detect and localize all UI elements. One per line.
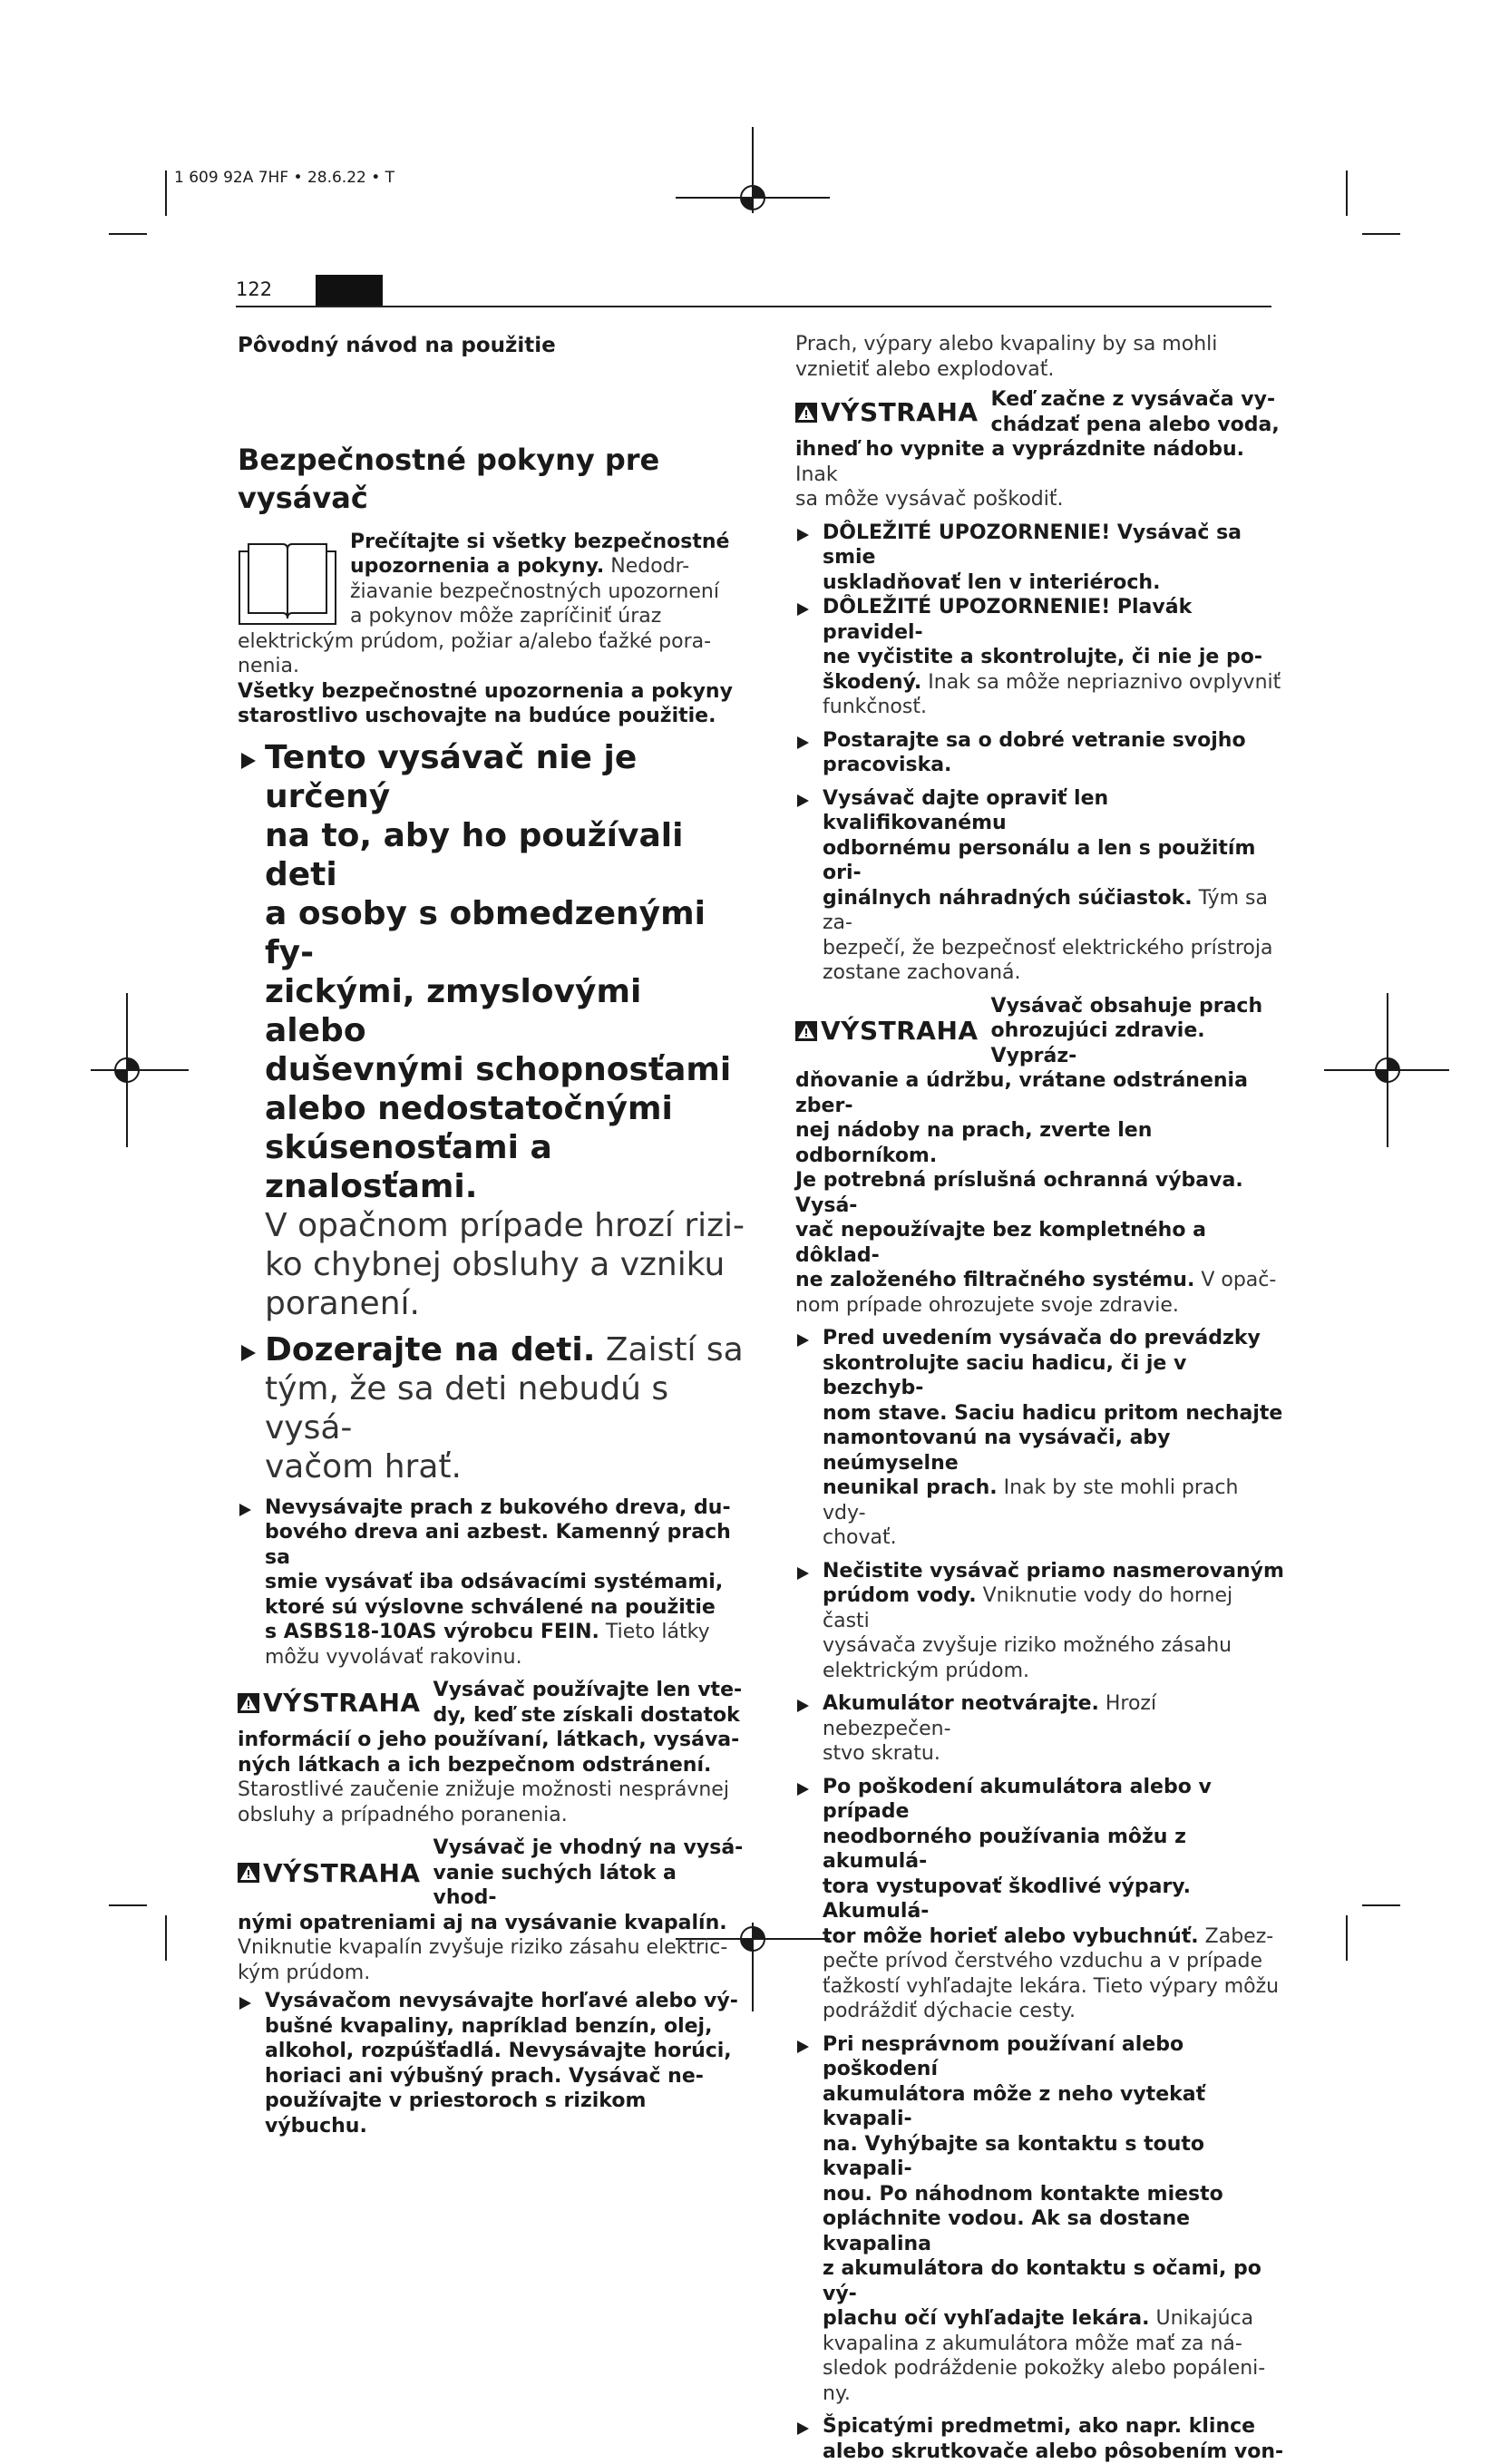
- text-line: dňovanie a údržbu, vrátane odstránenia zber-: [795, 1068, 1285, 1118]
- text-line: ných látkach a ich bezpečnom odstránení.: [238, 1753, 745, 1778]
- warning-triangle-icon: [795, 1021, 817, 1041]
- text-line: tora vystupovať škodlivé výpary. Akumulá-: [823, 1875, 1285, 1924]
- text-line: ny.: [823, 2381, 1285, 2407]
- text-line: nou. Po náhodnom kontakte miesto: [823, 2182, 1285, 2207]
- supervise-children: Dozerajte na deti. Zaistí sa tým, že sa deti nebudú s vysá- vačom hrať.: [238, 1330, 745, 1486]
- text-line: vznietiť alebo explodovať.: [795, 357, 1285, 383]
- warning-label: VÝSTRAHA: [238, 1836, 421, 1911]
- repair-note: Vysávač dajte opraviť len kvalifikovanému odbornému personálu a len s použitím ori- ginálnych náhradných súčiastok. Tým sa za- bezpečí, že bezpečnosť elektrického prístroja zostane zachovaná.: [795, 786, 1285, 986]
- text-line: Vnikn​utie kvapalín zvyšuje riziko zásahu elektric-: [238, 1935, 745, 1961]
- text-line: obsluhy a prípadného poranenia.: [238, 1803, 745, 1828]
- hose-check-note: Pred uvedením vysávača do prevádzky skontrolujte saciu hadicu, či je v bezchyb- nom stave. Saciu hadicu pritom nechajte namontovanú na vysávači, aby neúmyselne neunikal prach. Inak by ste mohli prach vdy- chovať.: [795, 1326, 1285, 1551]
- ventilation-note: [795, 728, 1285, 778]
- text-line: zickými, zmyslovými alebo: [265, 972, 745, 1050]
- children-warning: [238, 738, 745, 1323]
- text-line: vač nepoužívajte bez kompletného a dôklad-: [795, 1218, 1285, 1268]
- doc-title: Pôvodný návod na použitie: [238, 334, 745, 359]
- text-line: pečte prívod čerstvého vzduchu a v prípade: [823, 1949, 1285, 1974]
- text-line: Starostlivé zaučenie znižuje možnosti nesprávnej: [238, 1777, 745, 1803]
- text-line: vysávača zvyšuje riziko možného zásahu: [823, 1633, 1285, 1659]
- text-line: nej nádoby na prach, zverte len odborníkom.: [795, 1118, 1285, 1168]
- text-line: duševnými schopnosťami: [265, 1050, 745, 1089]
- text-line: odbornému personálu a len s použitím ori-: [823, 836, 1285, 886]
- text-line: poranení.: [265, 1284, 745, 1323]
- text-line: bušné kvapaliny, napríklad benzín, olej,: [265, 2014, 745, 2040]
- text-line: nom stave. Saciu hadicu pritom nechajte: [823, 1401, 1285, 1427]
- text-line: zostane zachovaná.: [823, 960, 1285, 986]
- print-meta: 1 609 92A 7HF • 28.6.22 • T: [174, 169, 394, 187]
- registration-mark-right-icon: [1324, 989, 1451, 1152]
- warning-block-4: VÝSTRAHA Vysávač obsahuje prach ohrozujúci zdravie. Vypráz- dňovanie a údržbu, vrátane odstránenia zber- nej nádoby na prach, zverte len odborníkom. Je potrebná príslušná ochranná výbava. Vysá- vač nepoužívajte bez kompletného a dôklad- ne založeného filtračného systému. V opač- nom prípade ohrozujete svoje zdravie.: [795, 994, 1285, 1319]
- warning-triangle-icon: [238, 1863, 259, 1883]
- warning-block-2: VÝSTRAHA Vysávač je vhodný na vysá- vanie suchých látok a vhod- nými opatreniami aj na vysávanie kvapalín. Vnikn​utie kvapalín zvyšuje riziko zásahu elektric- kým prúdom.: [238, 1836, 745, 1985]
- indoor-storage-note: [795, 521, 1285, 596]
- battery-open-note: Akumulátor neotvárajte. Hrozí nebezpečen- stvo skratu.: [795, 1691, 1285, 1767]
- text-line: podráždiť dýchacie cesty.: [823, 1999, 1285, 2024]
- text-line: elektrickým prúdom.: [823, 1659, 1285, 1684]
- text-line: namontovanú na vysávači, aby neúmyselne: [823, 1426, 1285, 1475]
- text-line: Špicatými predmetmi, ako napr. klince: [823, 2414, 1285, 2440]
- text-line: horiaci ani výbušný prach. Vysávač ne-: [265, 2064, 745, 2089]
- text-line: alebo nedostatočnými: [265, 1089, 745, 1128]
- text-line: Nevysávajte prach z bukového dreva, du-: [265, 1495, 745, 1521]
- flammable-warning: [238, 1989, 745, 2138]
- left-column: [238, 334, 745, 2138]
- battery-fumes-note: Po poškodení akumulátora alebo v prípade neodborného používania môžu z akumulá- tora vystupovať škodlivé výpary. Akumulá- tor môže horieť alebo vybuchnúť. Zabez- pečte prívod čerstvého vzduchu a v prípade ťažkostí vyhľadajte lekára. Tieto výpary môžu podráždiť dýchacie cesty.: [795, 1775, 1285, 2024]
- text-line: Je potrebná príslušná ochranná výbava. Vysá-: [795, 1168, 1285, 1218]
- text-line: na. Vyhýbajte sa kontaktu s touto kvapali-: [823, 2132, 1285, 2182]
- registration-mark-left-icon: [91, 989, 190, 1152]
- warning-label: VÝSTRAHA: [795, 994, 979, 1069]
- text-line: Tento vysávač nie je určený: [265, 738, 745, 816]
- text-line: používajte v priestoroch s rizikom výbuchu.: [265, 2089, 745, 2138]
- text-line: kvapalina z akumulátora môže mať za ná-: [823, 2332, 1285, 2357]
- text-line: ko chybnej obsluhy a vzniku: [265, 1245, 745, 1284]
- text-line: a osoby s obmedzenými fy-: [265, 894, 745, 972]
- sharp-objects-note: [795, 2414, 1285, 2464]
- page-tab: [316, 275, 383, 307]
- text-line: ktoré sú výslovne schválené na použitie: [265, 1595, 745, 1621]
- right-column: [795, 332, 1285, 2464]
- text-line: z akumulátora do kontaktu s očami, po vý-: [823, 2256, 1285, 2306]
- warning-triangle-icon: [238, 1693, 259, 1713]
- text-line: na to, aby ho používali deti: [265, 816, 745, 894]
- text-line: Vysávačom nevysávajte horľavé alebo vý-: [265, 1989, 745, 2014]
- text-line: alkohol, rozpúšťadlá. Nevysávajte horúci,: [265, 2039, 745, 2064]
- text-line: Pri nesprávnom používaní alebo poškodení: [823, 2032, 1285, 2082]
- registration-mark-top-icon: [671, 127, 834, 236]
- warning-triangle-icon: [795, 403, 817, 423]
- text-line: bového dreva ani azbest. Kamenný prach sa: [265, 1520, 745, 1570]
- section-title: Bezpečnostné pokyny pre vysávač: [238, 441, 745, 517]
- water-jet-note: Nečistite vysávač priamo nasmerovaným prúdom vody. Vniknutie vody do hornej časti vysávača zvyšuje riziko možného zásahu elektrickým prúdom.: [795, 1559, 1285, 1684]
- text-line: neodborného používania môžu z akumulá-: [823, 1825, 1285, 1875]
- text-line: informácií o jeho používaní, látkach, vysáva-: [238, 1728, 745, 1753]
- text-line: Postarajte sa o dobré vetranie svojho: [823, 728, 1285, 754]
- text-line: skontrolujte saciu hadicu, či je v bezchyb-: [823, 1351, 1285, 1401]
- text-line: akumulátora môže z neho vytekať kvapali-: [823, 2082, 1285, 2132]
- text-line: sledok podráždenie pokožky alebo popáleni-: [823, 2356, 1285, 2381]
- text-line: pracoviska.: [823, 753, 1285, 778]
- keep-instructions: Všetky bezpečnostné upozornenia a pokyny starostlivo uschovajte na budúce použitie.: [238, 679, 745, 729]
- battery-liquid-note: Pri nesprávnom používaní alebo poškodení akumulátora môže z neho vytekať kvapali- na. Vyhýbajte sa kontaktu s touto kvapali- nou. Po náhodnom kontakte miesto opláchnite vodou. Ak sa dostane kvapalina z akumulátora do kontaktu s očami, po vý- plachu očí vyhľadajte lekára. Unikajúca kvapalina z akumulátora môže mať za ná- sledok podráždenie pokožky alebo popáleni- ny.: [795, 2032, 1285, 2407]
- text-line: alebo skrutkovače alebo pôsobením von-: [823, 2440, 1285, 2464]
- warning-label: VÝSTRAHA: [238, 1678, 421, 1728]
- dust-warning: Nevysávajte prach z bukového dreva, du- bového dreva ani azbest. Kamenný prach sa smie vysávať iba odsávacími systémami, ktoré sú výslovne schválené na použitie s ASBS18-10AS výrobcu FEIN. Tieto látky môžu vyvolávať rakovinu.: [238, 1495, 745, 1670]
- text-line: bezpečí, že bezpečnosť elektrického prístroja: [823, 936, 1285, 961]
- text-line: DÔLEŽITÉ UPOZORNENIE! Vysávač sa smie: [823, 521, 1285, 570]
- manual-book-icon: [238, 535, 337, 626]
- text-line: ne vyčistite a skontrolujte, či nie je po-: [823, 645, 1285, 670]
- text-line: Vysávač dajte opraviť len kvalifikovanému: [823, 786, 1285, 836]
- text-line: opláchnite vodou. Ak sa dostane kvapalina: [823, 2206, 1285, 2256]
- float-check-note: DÔLEŽITÉ UPOZORNENIE! Plavák pravidel- ne vyčistite a skontrolujte, či nie je po- škodený. Inak sa môže nepriaznivo ovplyvniť funkčnosť.: [795, 595, 1285, 720]
- text-line: Po poškodení akumulátora alebo v prípade: [823, 1775, 1285, 1825]
- text-line: skúsenosťami a znalosťami.: [265, 1128, 745, 1206]
- text-line: Prach, výpary alebo kvapaliny by sa mohli: [795, 332, 1285, 357]
- text-line: ťažkostí vyhľadajte lekára. Tieto výpary môžu: [823, 1974, 1285, 2000]
- header-rule: [236, 306, 1271, 307]
- text-line: kým prúdom.: [238, 1961, 745, 1986]
- page-number: 122: [236, 278, 272, 300]
- read-instructions: Prečítajte si všetky bezpečnostné upozornenia a pokyny. Nedodr- žiavanie bezpečnostných upozornení a pokynov môže zapríčiniť úraz elektrickým prúdom, požiar a/alebo ťažké pora- nenia.: [238, 530, 745, 679]
- text-line: uskladňovať len v interiéroch.: [823, 570, 1285, 596]
- warning-block-3: VÝSTRAHA Keď začne z vysávača vy- chádzať pena alebo voda, ihneď ho vypnite a vyprázdnite nádobu. Inak sa môže vysávač poškodiť.: [795, 387, 1285, 512]
- text-line: V opačnom prípade hrozí rizi-: [265, 1206, 745, 1245]
- warning-label: VÝSTRAHA: [795, 387, 979, 437]
- text-line: DÔLEŽITÉ UPOZORNENIE! Plavák pravidel-: [823, 595, 1285, 645]
- text-line: smie vysávať iba odsávacími systémami,: [265, 1570, 745, 1595]
- warning-block-1: VÝSTRAHA Vysávač používajte len vte- dy, keď ste získali dostatok informácií o jeho používaní, látkach, vysáva- ných látkach a ich bezpečnom odstránení. Starostlivé zaučenie znižuje možnosti nesprávnej obsluhy a prípadného poranenia.: [238, 1678, 745, 1827]
- text-line: Pred uvedením vysávača do prevádzky: [823, 1326, 1285, 1351]
